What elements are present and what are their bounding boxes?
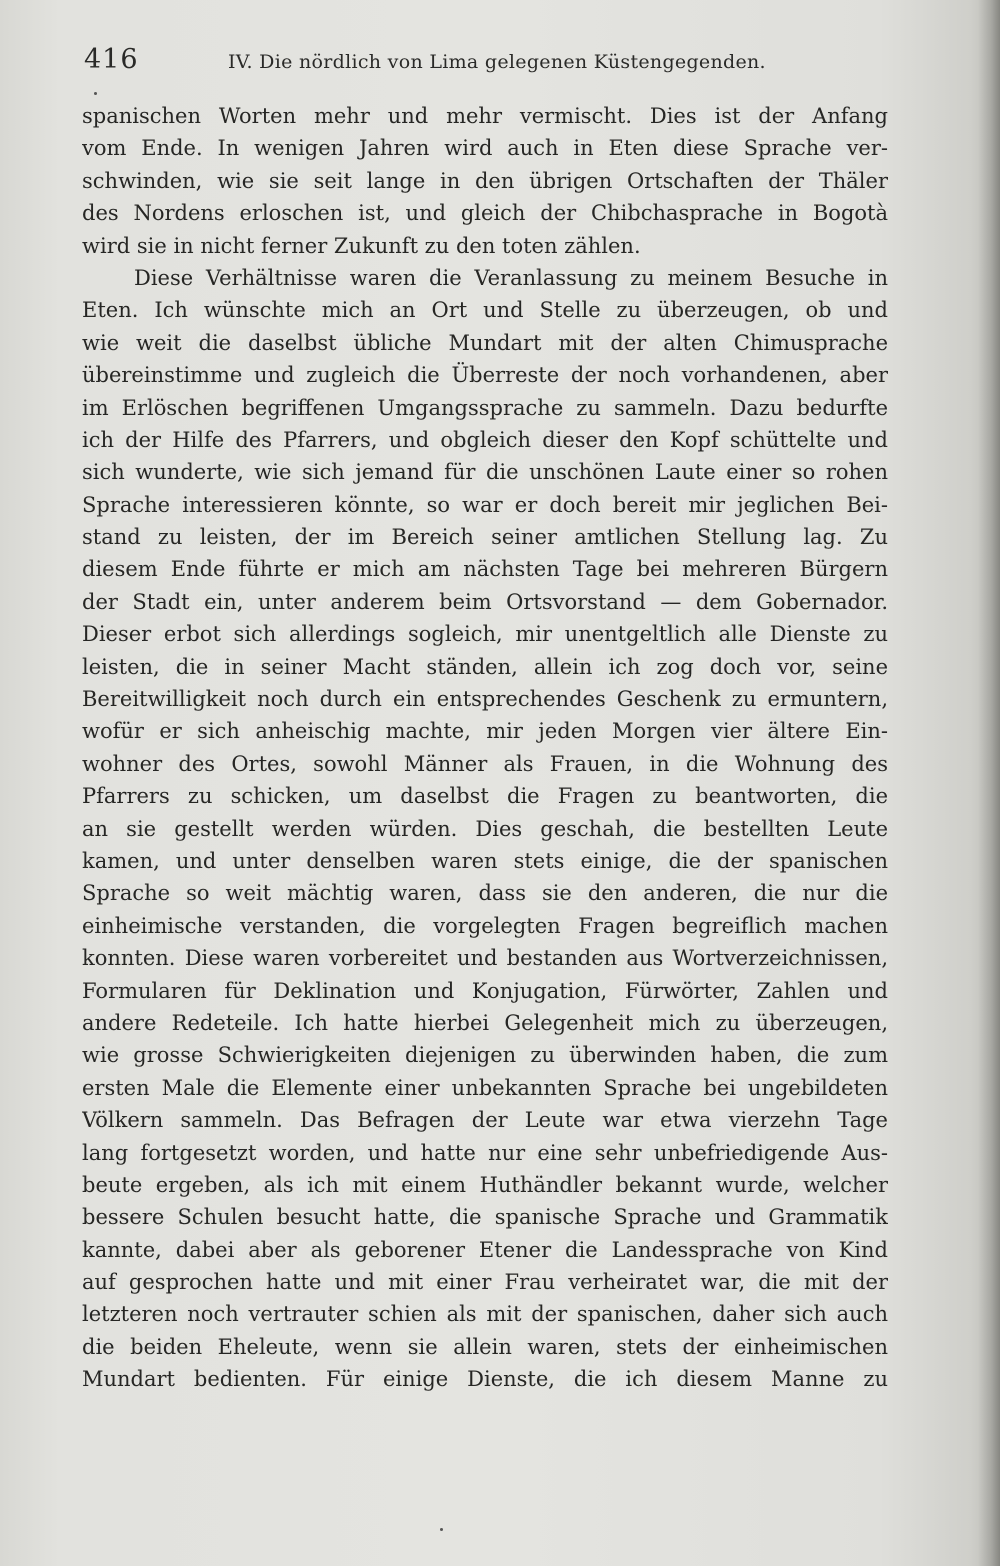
text-line: Mundart bedienten. Für einige Dienste, die ich diesem Manne zu [82,1367,888,1392]
text-line: übereinstimme und zugleich die Überreste der noch vorhandenen, aber [82,363,888,388]
print-speck [440,1528,443,1531]
text-line: beute ergeben, als ich mit einem Huthändler bekannt wurde, welcher [82,1172,888,1197]
text-line: Sprache so weit mächtig waren, dass sie den anderen, die nur die [82,881,888,906]
text-line: Eten. Ich wünschte mich an Ort und Stelle zu überzeugen, ob und [82,298,888,323]
text-line: stand zu leisten, der im Bereich seiner amtlichen Stellung lag. Zu [82,525,888,550]
page-edge-shadow [978,0,1000,1566]
page-number: 416 [84,44,139,75]
text-line: ersten Male die Elemente einer unbekannten Sprache bei ungebildeten [82,1075,888,1100]
text-line: auf gesprochen hatte und mit einer Frau verheiratet war, die mit der [82,1270,888,1295]
text-line: der Stadt ein, unter anderem beim Ortsvorstand — dem Gobernador. [82,589,888,614]
running-header [84,44,764,84]
text-line: im Erlöschen begriffenen Umgangssprache zu sammeln. Dazu bedurfte [82,395,888,420]
text-line: wie weit die daselbst übliche Mundart mit der alten Chimusprache [82,330,888,355]
text-line: letzteren noch vertrauter schien als mit der spanischen, daher sich auch [82,1302,888,1327]
text-line: leisten, die in seiner Macht ständen, allein ich zog doch vor, seine [82,654,888,679]
text-line: konnten. Diese waren vorbereitet und bestanden aus Wortverzeichnissen, [82,946,888,971]
text-line: wofür er sich anheischig machte, mir jeden Morgen vier ältere Ein- [82,719,888,744]
text-line: des Nordens erloschen ist, und gleich der Chibchasprache in Bogotà [82,201,888,226]
text-line: einheimische verstanden, die vorgelegten Fragen begreiflich machen [82,913,888,938]
text-line: lang fortgesetzt worden, und hatte nur eine sehr unbefriedigende Aus- [82,1140,888,1165]
text-line: andere Redeteile. Ich hatte hierbei Gelegenheit mich zu überzeugen, [82,1010,888,1035]
text-line: Diese Verhältnisse waren die Veranlassung zu meinem Besuche in [134,265,888,290]
text-line: sich wunderte, wie sich jemand für die unschönen Laute einer so rohen [82,460,888,485]
text-line: Sprache interessieren könnte, so war er doch bereit mir jeglichen Bei- [82,492,888,517]
running-title: IV. Die nördlich von Lima gelegenen Küstengegenden. [228,51,766,73]
text-line: wird sie in nicht ferner Zukunft zu den toten zählen. [82,233,641,258]
text-line: bessere Schulen besucht hatte, die spanische Sprache und Grammatik [82,1205,888,1230]
text-line: Pfarrers zu schicken, um daselbst die Fragen zu beantworten, die [82,784,888,809]
print-speck [94,92,97,95]
text-line: kannte, dabei aber als geborener Etener die Landessprache von Kind [82,1237,888,1262]
text-line: wie grosse Schwierigkeiten diejenigen zu überwinden haben, die zum [82,1043,888,1068]
text-line: kamen, und unter denselben waren stets einige, die der spanischen [82,848,888,873]
text-line: wohner des Ortes, sowohl Männer als Frauen, in die Wohnung des [82,751,888,776]
text-line: ich der Hilfe des Pfarrers, und obgleich dieser den Kopf schüttelte und [82,427,888,452]
text-line: an sie gestellt werden würden. Dies geschah, die bestellten Leute [82,816,888,841]
text-line: schwinden, wie sie seit lange in den übrigen Ortschaften der Thäler [82,168,888,193]
text-line: spanischen Worten mehr und mehr vermischt. Dies ist der Anfang [82,104,888,128]
text-line: Völkern sammeln. Das Befragen der Leute war etwa vierzehn Tage [82,1108,888,1133]
text-line: vom Ende. In wenigen Jahren wird auch in Eten diese Sprache ver- [82,136,888,161]
text-line: die beiden Eheleute, wenn sie allein waren, stets der einheimischen [82,1334,888,1359]
text-line: diesem Ende führte er mich am nächsten Tage bei mehreren Bürgern [82,557,888,582]
text-line: Dieser erbot sich allerdings sogleich, mir unentgeltlich alle Dienste zu [82,622,888,647]
body-text [82,100,888,1396]
text-line: Bereitwilligkeit noch durch ein entsprechendes Geschenk zu ermuntern, [82,687,888,712]
text-line: Formularen für Deklination und Konjugation, Fürwörter, Zahlen und [82,978,888,1003]
